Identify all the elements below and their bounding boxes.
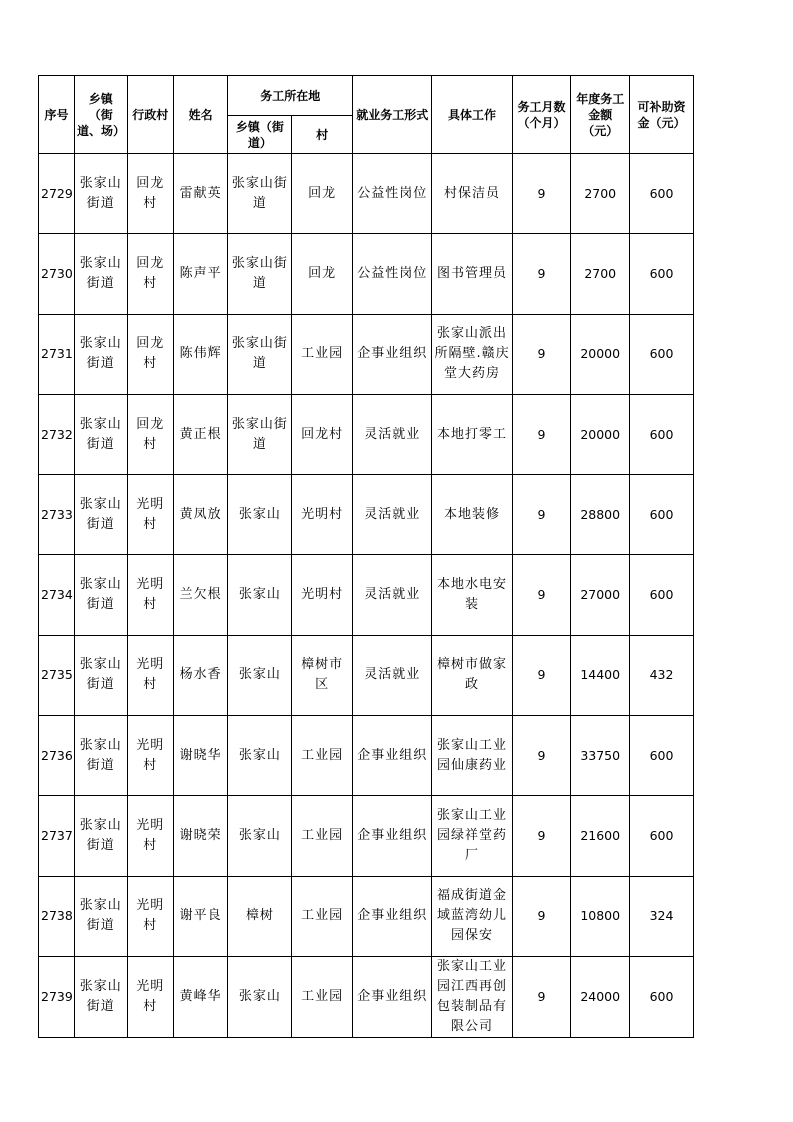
cell-specific-work: 本地打零工 [432,394,512,474]
cell-subsidy: 600 [630,234,694,314]
cell-village: 光明村 [127,635,173,715]
cell-subsidy: 324 [630,876,694,956]
table-row [39,876,694,956]
cell-specific-work: 张家山工业园仙康药业 [432,716,512,796]
cell-loc-village: 工业园 [292,796,353,876]
cell-specific-work: 张家山工业园江西再创包装制品有限公司 [432,956,512,1037]
cell-name: 陈伟辉 [173,314,228,394]
cell-loc-township: 张家山街道 [228,394,292,474]
cell-annual-amount: 20000 [571,394,630,474]
table-row [39,475,694,555]
cell-township: 张家山街道 [75,154,128,234]
cell-township: 张家山街道 [75,394,128,474]
table-row [39,796,694,876]
cell-loc-township: 张家山 [228,716,292,796]
cell-loc-village: 光明村 [292,555,353,635]
cell-township: 张家山街道 [75,475,128,555]
table-row [39,234,694,314]
cell-loc-village: 工业园 [292,876,353,956]
header-row [39,76,694,116]
cell-specific-work: 张家山派出所隔壁.赣庆堂大药房 [432,314,512,394]
cell-loc-township: 张家山 [228,956,292,1037]
col-loc-township-header: 乡镇（街道） [228,116,292,154]
cell-village: 回龙村 [127,234,173,314]
cell-township: 张家山街道 [75,796,128,876]
cell-employment-form: 企事业组织 [353,716,432,796]
cell-annual-amount: 28800 [571,475,630,555]
cell-loc-township: 张家山 [228,555,292,635]
cell-loc-township: 张家山街道 [228,234,292,314]
table-row [39,314,694,394]
cell-months: 9 [512,555,571,635]
cell-seq: 2739 [39,956,75,1037]
cell-employment-form: 企事业组织 [353,876,432,956]
cell-months: 9 [512,394,571,474]
cell-subsidy: 600 [630,796,694,876]
cell-township: 张家山街道 [75,876,128,956]
table-row [39,635,694,715]
col-loc-village-header: 村 [292,116,353,154]
cell-loc-township: 樟树 [228,876,292,956]
col-specific-work-header: 具体工作 [432,76,512,154]
cell-annual-amount: 27000 [571,555,630,635]
cell-annual-amount: 2700 [571,154,630,234]
cell-seq: 2735 [39,635,75,715]
cell-seq: 2734 [39,555,75,635]
cell-employment-form: 灵活就业 [353,635,432,715]
cell-employment-form: 企事业组织 [353,956,432,1037]
cell-village: 回龙村 [127,314,173,394]
cell-loc-village: 回龙 [292,154,353,234]
cell-months: 9 [512,956,571,1037]
cell-village: 光明村 [127,716,173,796]
cell-township: 张家山街道 [75,716,128,796]
cell-employment-form: 企事业组织 [353,314,432,394]
cell-months: 9 [512,635,571,715]
cell-subsidy: 600 [630,555,694,635]
cell-employment-form: 灵活就业 [353,475,432,555]
cell-seq: 2731 [39,314,75,394]
cell-subsidy: 600 [630,154,694,234]
table-row [39,154,694,234]
cell-months: 9 [512,716,571,796]
cell-township: 张家山街道 [75,234,128,314]
cell-name: 黄正根 [173,394,228,474]
col-township-header: 乡镇（街道、场） [75,76,128,154]
cell-loc-township: 张家山街道 [228,154,292,234]
cell-specific-work: 村保洁员 [432,154,512,234]
col-employment-form-header: 就业务工形式 [353,76,432,154]
cell-loc-township: 张家山 [228,475,292,555]
cell-loc-township: 张家山 [228,796,292,876]
cell-loc-village: 工业园 [292,314,353,394]
cell-employment-form: 公益性岗位 [353,154,432,234]
cell-name: 谢晓华 [173,716,228,796]
cell-annual-amount: 24000 [571,956,630,1037]
cell-village: 回龙村 [127,154,173,234]
cell-subsidy: 432 [630,635,694,715]
cell-subsidy: 600 [630,716,694,796]
cell-annual-amount: 14400 [571,635,630,715]
cell-village: 光明村 [127,475,173,555]
cell-specific-work: 本地装修 [432,475,512,555]
table-row [39,716,694,796]
cell-seq: 2732 [39,394,75,474]
cell-employment-form: 灵活就业 [353,555,432,635]
cell-seq: 2736 [39,716,75,796]
cell-specific-work: 图书管理员 [432,234,512,314]
cell-name: 谢平良 [173,876,228,956]
cell-months: 9 [512,876,571,956]
cell-seq: 2729 [39,154,75,234]
cell-subsidy: 600 [630,475,694,555]
cell-seq: 2730 [39,234,75,314]
cell-employment-form: 企事业组织 [353,796,432,876]
col-annual-amount-header: 年度务工金额（元） [571,76,630,154]
cell-specific-work: 本地水电安装 [432,555,512,635]
cell-loc-village: 樟树市区 [292,635,353,715]
cell-months: 9 [512,314,571,394]
cell-subsidy: 600 [630,956,694,1037]
col-village-header: 行政村 [127,76,173,154]
cell-loc-village: 光明村 [292,475,353,555]
cell-subsidy: 600 [630,394,694,474]
cell-annual-amount: 10800 [571,876,630,956]
cell-name: 黄凤放 [173,475,228,555]
cell-loc-village: 回龙 [292,234,353,314]
cell-name: 陈声平 [173,234,228,314]
cell-village: 光明村 [127,876,173,956]
table-body [39,154,694,1038]
col-months-header: 务工月数（个月） [512,76,571,154]
cell-village: 光明村 [127,555,173,635]
cell-loc-village: 回龙村 [292,394,353,474]
table-row [39,394,694,474]
subsidy-table [38,75,694,1038]
cell-months: 9 [512,154,571,234]
cell-township: 张家山街道 [75,314,128,394]
cell-annual-amount: 33750 [571,716,630,796]
cell-seq: 2733 [39,475,75,555]
cell-seq: 2737 [39,796,75,876]
cell-loc-township: 张家山街道 [228,314,292,394]
col-subsidy-header: 可补助资金（元） [630,76,694,154]
table-row [39,956,694,1037]
cell-township: 张家山街道 [75,555,128,635]
cell-annual-amount: 20000 [571,314,630,394]
cell-specific-work: 福成街道金域蓝湾幼儿园保安 [432,876,512,956]
cell-loc-village: 工业园 [292,956,353,1037]
cell-village: 光明村 [127,796,173,876]
cell-subsidy: 600 [630,314,694,394]
col-name-header: 姓名 [173,76,228,154]
cell-specific-work: 樟树市做家政 [432,635,512,715]
cell-name: 雷献英 [173,154,228,234]
cell-months: 9 [512,234,571,314]
col-seq-header: 序号 [39,76,75,154]
cell-annual-amount: 21600 [571,796,630,876]
cell-loc-village: 工业园 [292,716,353,796]
cell-months: 9 [512,475,571,555]
cell-village: 光明村 [127,956,173,1037]
cell-township: 张家山街道 [75,635,128,715]
cell-village: 回龙村 [127,394,173,474]
table-row [39,555,694,635]
cell-employment-form: 公益性岗位 [353,234,432,314]
cell-name: 谢晓荣 [173,796,228,876]
cell-annual-amount: 2700 [571,234,630,314]
cell-months: 9 [512,796,571,876]
cell-name: 黄峰华 [173,956,228,1037]
cell-name: 杨水香 [173,635,228,715]
cell-seq: 2738 [39,876,75,956]
col-work-location-header: 务工所在地 [228,76,353,116]
cell-employment-form: 灵活就业 [353,394,432,474]
cell-township: 张家山街道 [75,956,128,1037]
cell-loc-township: 张家山 [228,635,292,715]
cell-name: 兰欠根 [173,555,228,635]
cell-specific-work: 张家山工业园绿祥堂药厂 [432,796,512,876]
